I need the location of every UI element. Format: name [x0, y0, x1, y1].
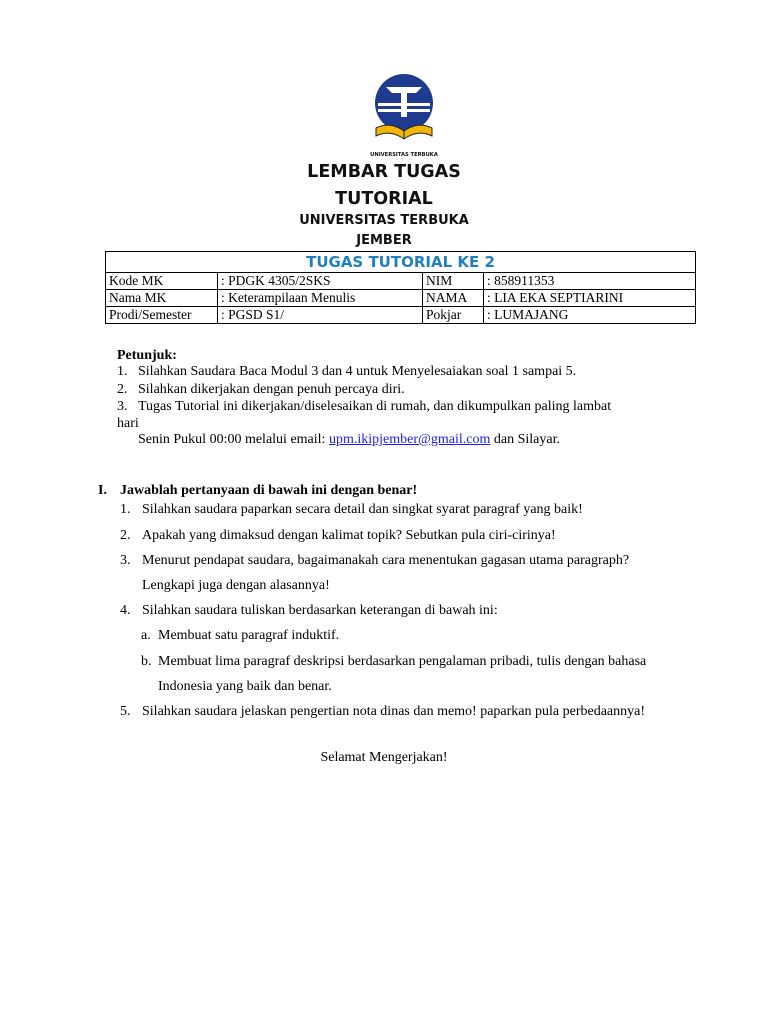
- university-name: UNIVERSITAS TERBUKA: [299, 213, 469, 228]
- instructions-title: Petunjuk:: [117, 348, 177, 363]
- row-label: Kode MK: [106, 273, 218, 290]
- row-label: NAMA: [423, 290, 484, 307]
- logo-text: UNIVERSITAS TERBUKA: [370, 152, 438, 158]
- info-table: [105, 251, 696, 324]
- question-item: [120, 501, 583, 518]
- deadline-suffix: dan Silayar.: [490, 432, 560, 447]
- table-row: [106, 307, 696, 324]
- instruction-item: [117, 398, 611, 415]
- sub-question-letter: a.: [141, 628, 151, 643]
- row-value: : LUMAJANG: [484, 307, 696, 324]
- sub-question-item: [141, 653, 646, 670]
- question-text: Menurut pendapat saudara, bagaimanakah cara menentukan gagasan utama paragraph?: [142, 553, 630, 568]
- instruction-text: Tugas Tutorial ini dikerjakan/diselesaikan di rumah, dan dikumpulkan paling lambat: [138, 399, 612, 414]
- deadline-line: [138, 431, 560, 448]
- instruction-text: Silahkan dikerjakan dengan penuh percaya diri.: [138, 382, 405, 397]
- question-text: Silahkan saudara paparkan secara detail dan singkat syarat paragraf yang baik!: [142, 502, 583, 517]
- instruction-item: [117, 381, 405, 398]
- row-value: : PDGK 4305/2SKS: [218, 273, 423, 290]
- row-label: NIM: [423, 273, 484, 290]
- row-value: : 858911353: [484, 273, 696, 290]
- row-label: Nama MK: [106, 290, 218, 307]
- question-text: Silahkan saudara tuliskan berdasarkan keterangan di bawah ini:: [142, 603, 498, 618]
- question-text: Apakah yang dimaksud dengan kalimat topik? Sebutkan pula ciri-cirinya!: [142, 528, 556, 543]
- instruction-text: Silahkan Saudara Baca Modul 3 dan 4 untuk Menyelesaiakan soal 1 sampai 5.: [138, 364, 577, 379]
- deadline-prefix: Senin Pukul 00:00 melalui email:: [138, 432, 329, 447]
- sub-question-text: Membuat satu paragraf induktif.: [158, 628, 340, 643]
- instruction-number: 1.: [117, 364, 128, 379]
- question-number: 5.: [120, 704, 131, 719]
- question-continuation: Lengkapi juga dengan alasannya!: [142, 578, 330, 593]
- question-item: [120, 552, 629, 569]
- sub-question-continuation: Indonesia yang baik dan benar.: [158, 679, 332, 694]
- doc-title-line1: LEMBAR TUGAS: [307, 162, 461, 182]
- question-item: [120, 527, 556, 544]
- row-value: : Keterampilaan Menulis: [218, 290, 423, 307]
- question-text: Silahkan saudara jelaskan pengertian nota dinas dan memo! paparkan pula perbedaannya!: [142, 704, 646, 719]
- table-row: [106, 273, 696, 290]
- instruction-continuation: hari: [117, 416, 139, 431]
- email-link[interactable]: upm.ikipjember@gmail.com: [328, 432, 491, 447]
- doc-title-line2: TUTORIAL: [335, 189, 433, 209]
- question-item: [120, 703, 645, 720]
- section-title: Jawablah pertanyaan di bawah ini dengan benar!: [120, 483, 418, 498]
- question-number: 2.: [120, 528, 131, 543]
- sub-question-text: Membuat lima paragraf deskripsi berdasarkan pengalaman pribadi, tulis dengan bahasa: [158, 654, 647, 669]
- section-number: I.: [98, 483, 107, 498]
- university-logo: [368, 73, 440, 163]
- campus-name: JEMBER: [356, 233, 412, 248]
- table-heading-row: [106, 252, 696, 273]
- row-label: Pokjar: [423, 307, 484, 324]
- question-number: 3.: [120, 553, 131, 568]
- instruction-number: 2.: [117, 382, 128, 397]
- sub-question-item: [141, 627, 339, 644]
- question-number: 4.: [120, 603, 131, 618]
- row-value: : LIA EKA SEPTIARINI: [484, 290, 696, 307]
- question-item: [120, 602, 498, 619]
- row-label: Prodi/Semester: [106, 307, 218, 324]
- question-number: 1.: [120, 502, 131, 517]
- instruction-item: [117, 363, 576, 380]
- table-heading: TUGAS TUTORIAL KE 2: [106, 252, 696, 273]
- instruction-number: 3.: [117, 399, 128, 414]
- sub-question-letter: b.: [141, 654, 152, 669]
- table-row: [106, 290, 696, 307]
- row-value: : PGSD S1/: [218, 307, 423, 324]
- closing-text: Selamat Mengerjakan!: [320, 750, 448, 765]
- section-heading: [98, 482, 417, 499]
